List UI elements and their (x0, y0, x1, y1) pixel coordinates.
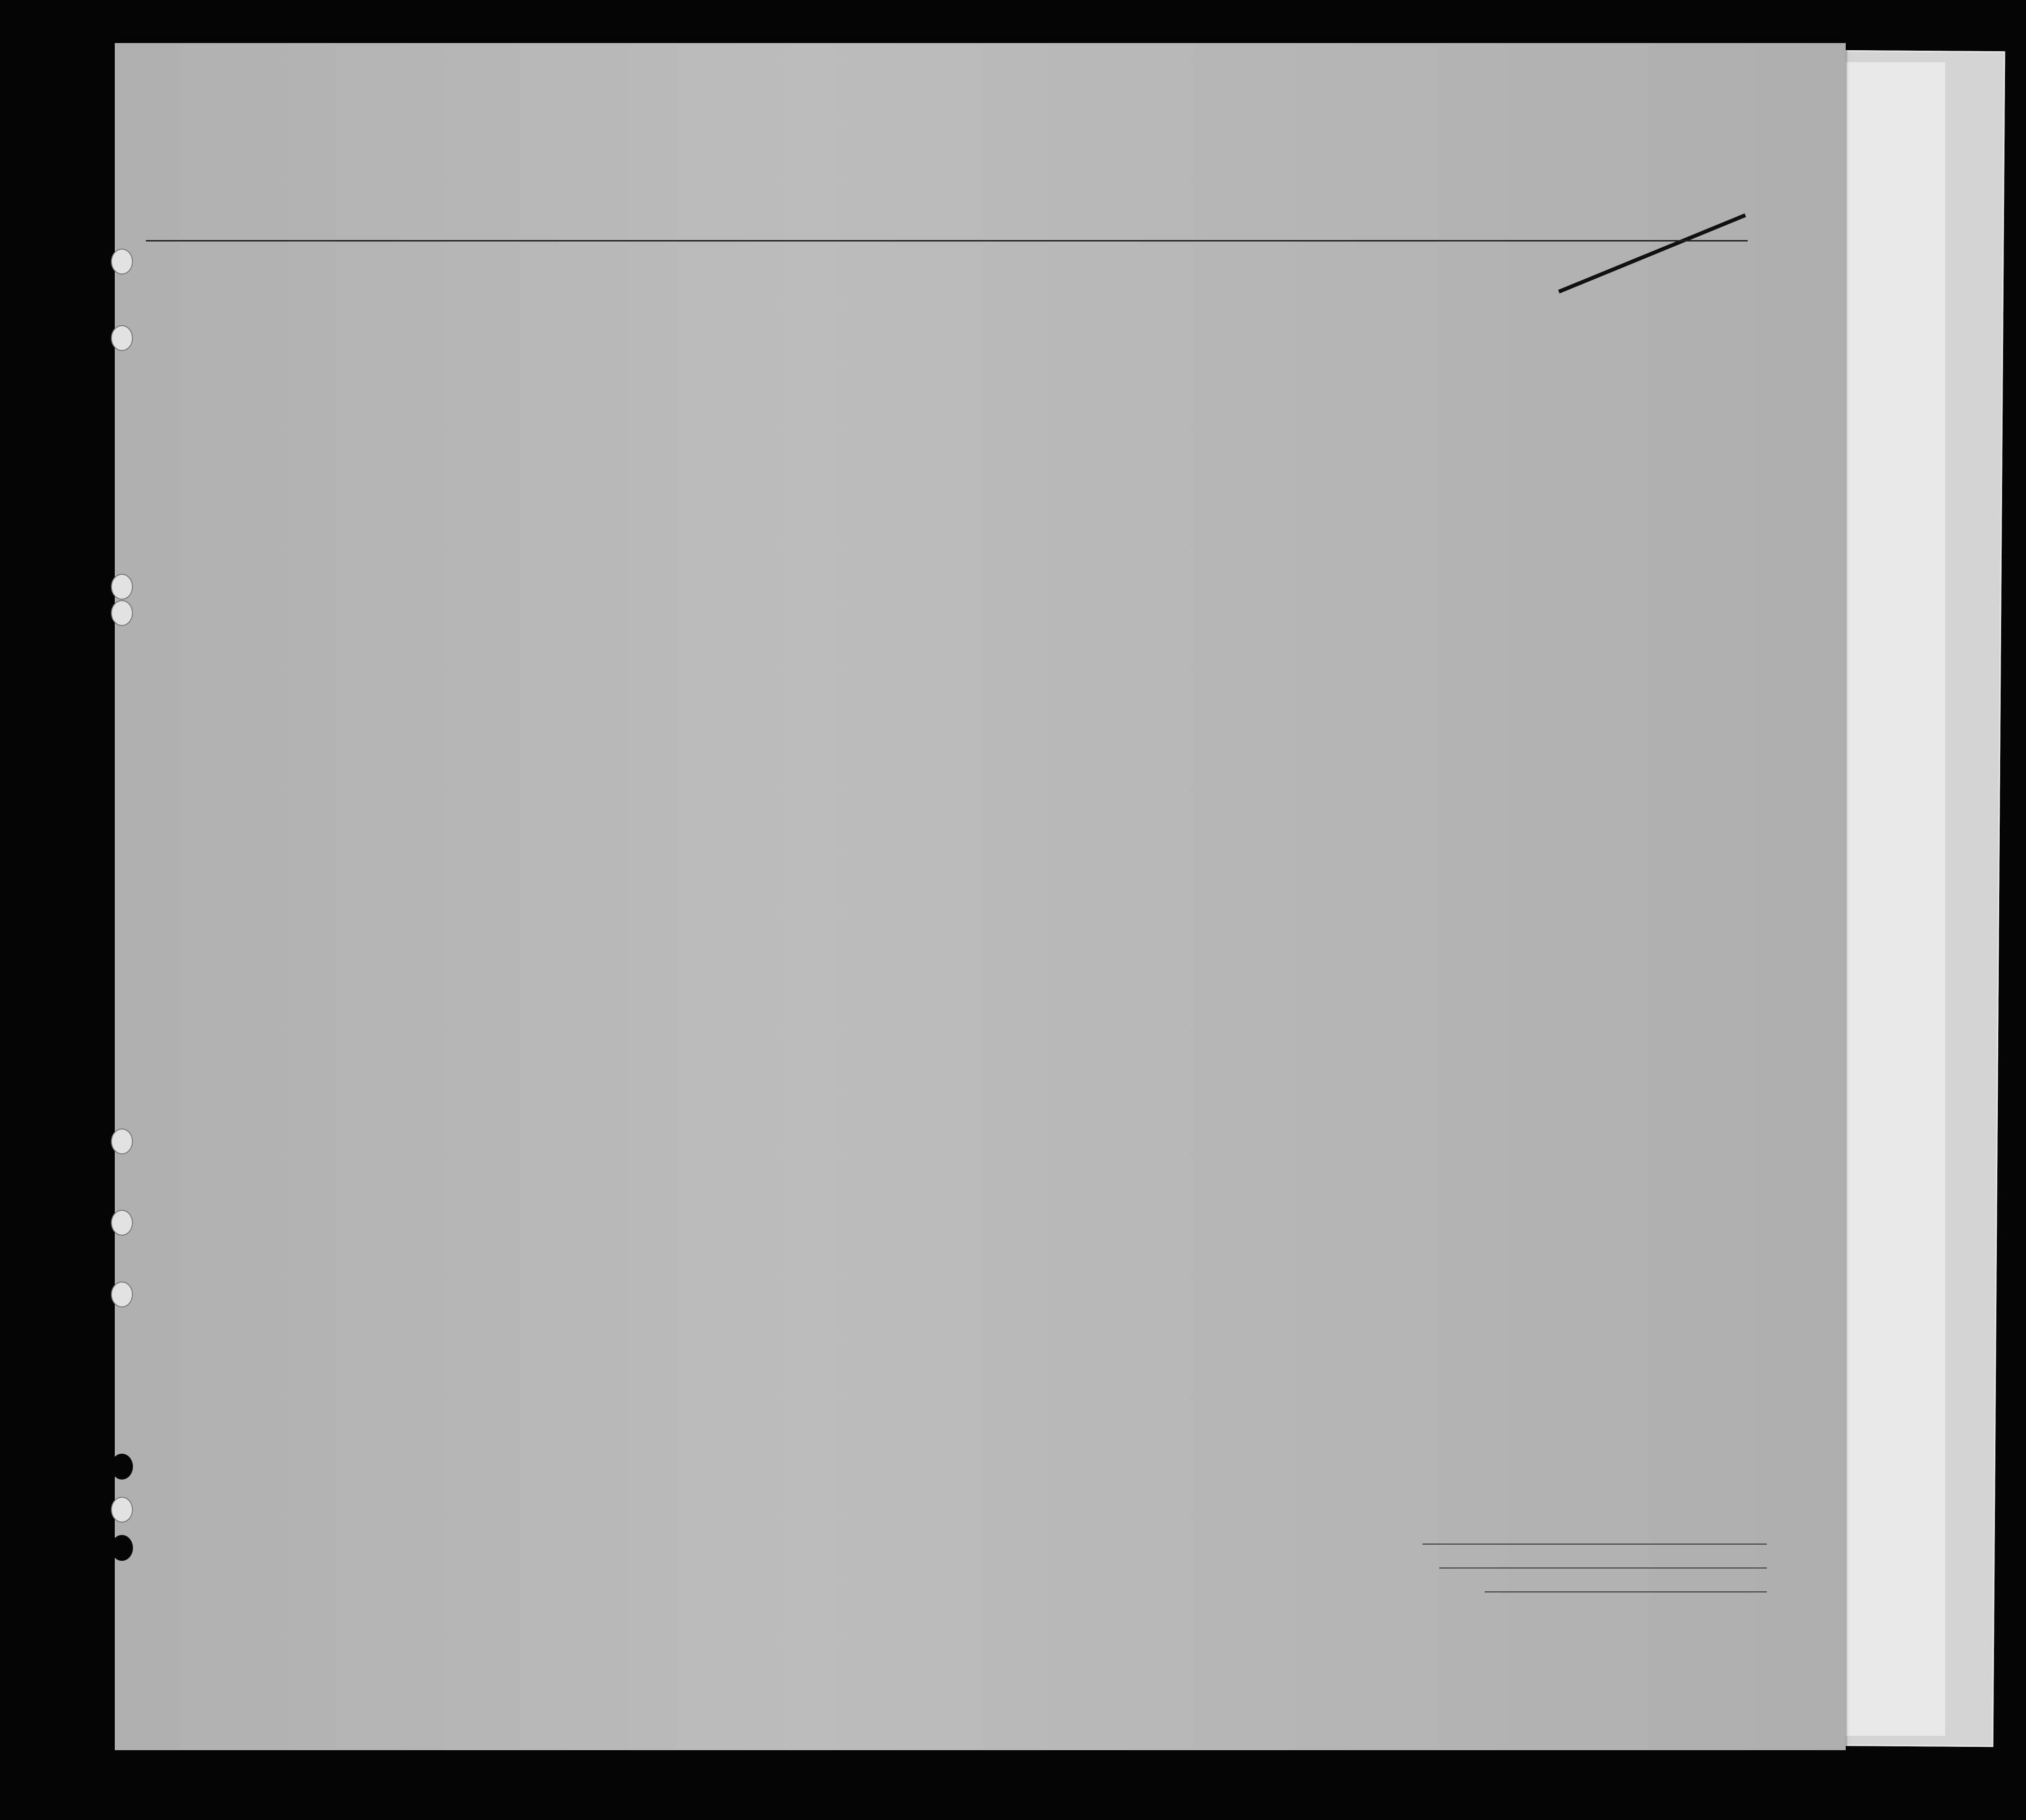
punch-hole (111, 574, 133, 600)
punch-hole (111, 1210, 133, 1236)
punch-hole (111, 249, 133, 274)
ship-line-rule (146, 240, 1748, 241)
header-married-single (713, 253, 746, 316)
punch-hole (111, 1497, 133, 1523)
punch-hole (111, 1454, 133, 1480)
punch-hole (111, 1282, 133, 1307)
punch-hole (111, 325, 133, 351)
punch-hole (111, 600, 133, 626)
punch-hole (111, 1535, 133, 1561)
voyage-line (0, 207, 2026, 235)
punch-hole (111, 1129, 133, 1154)
agents-underline (1485, 1591, 1767, 1592)
line-underline (1423, 1544, 1767, 1545)
